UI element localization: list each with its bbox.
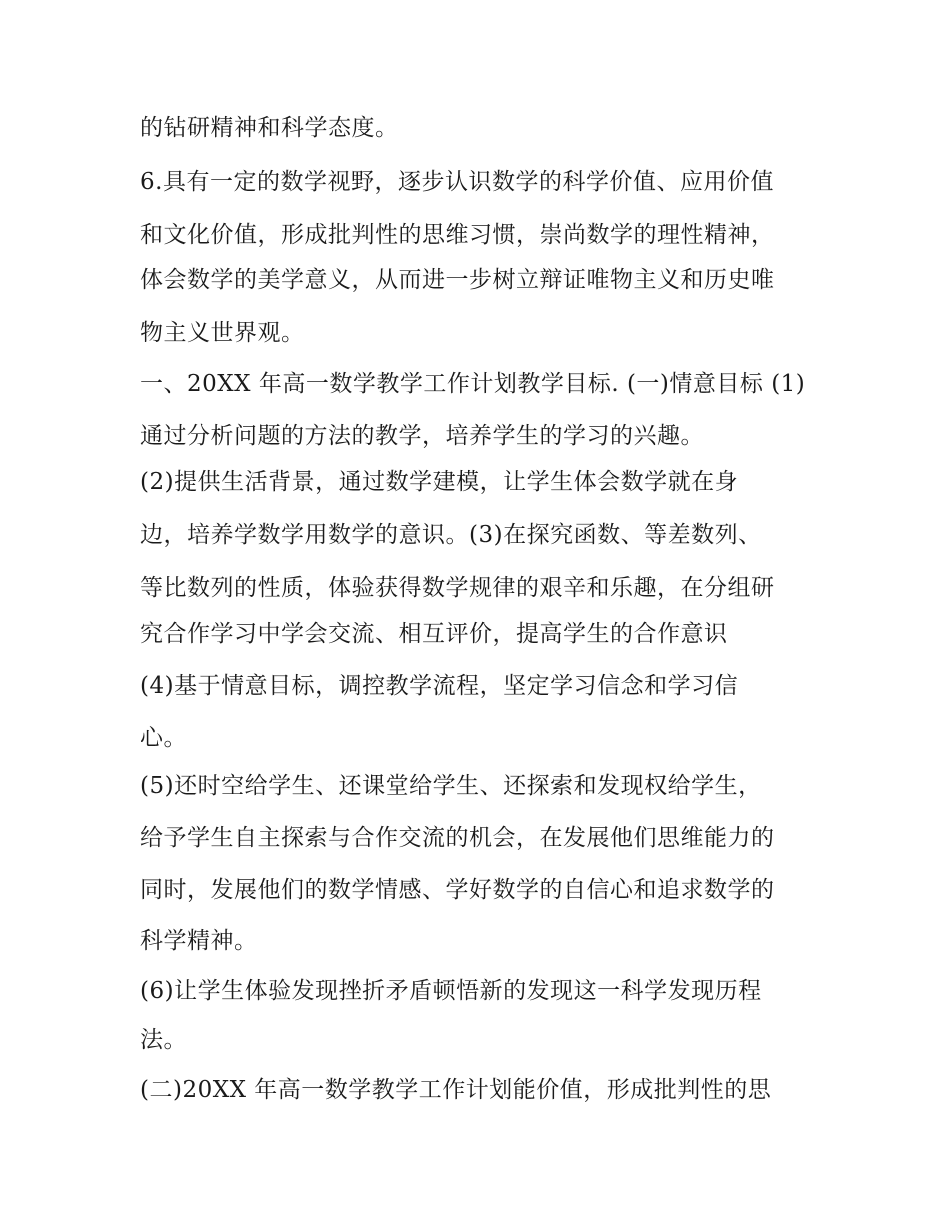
text-line: 通过分析问题的方法的教学，培养学生的学习的兴趣。: [140, 423, 704, 449]
text-line: 一、20XX 年高一数学教学工作计划教学目标. (一)情意目标 (1): [140, 371, 806, 397]
text-line: 究合作学习中学会交流、相互评价，提高学生的合作意识: [140, 621, 728, 647]
text-line: (2)提供生活背景，通过数学建模，让学生体会数学就在身: [140, 469, 739, 495]
text-line: 心。: [140, 725, 187, 751]
text-line: 边，培养学数学用数学的意识。(3)在探究函数、等差数列、: [140, 522, 762, 548]
text-line: (4)基于情意目标，调控教学流程，坚定学习信念和学习信: [140, 673, 739, 699]
text-line: 法。: [140, 1027, 187, 1053]
text-line: (6)让学生体验发现挫折矛盾顿悟新的发现这一科学发现历程: [140, 978, 762, 1004]
text-line: 等比数列的性质，体验获得数学规律的艰辛和乐趣，在分组研: [140, 575, 775, 601]
text-line: 体会数学的美学意义，从而进一步树立辩证唯物主义和历史唯: [140, 267, 775, 293]
text-line: 同时，发展他们的数学情感、学好数学的自信心和追求数学的: [140, 877, 775, 903]
text-line: 给予学生自主探索与合作交流的机会，在发展他们思维能力的: [140, 825, 775, 851]
text-line: 科学精神。: [140, 928, 258, 954]
text-line: 物主义世界观。: [140, 320, 305, 346]
text-line: (5)还时空给学生、还课堂给学生、还探索和发现权给学生，: [140, 773, 762, 799]
text-line: (二)20XX 年高一数学教学工作计划能价值，形成批判性的思: [140, 1077, 772, 1103]
text-line: 6.具有一定的数学视野，逐步认识数学的科学价值、应用价值: [140, 169, 774, 195]
text-line: 和文化价值，形成批判性的思维习惯，崇尚数学的理性精神，: [140, 222, 775, 248]
text-line: 的钻研精神和科学态度。: [140, 115, 399, 141]
